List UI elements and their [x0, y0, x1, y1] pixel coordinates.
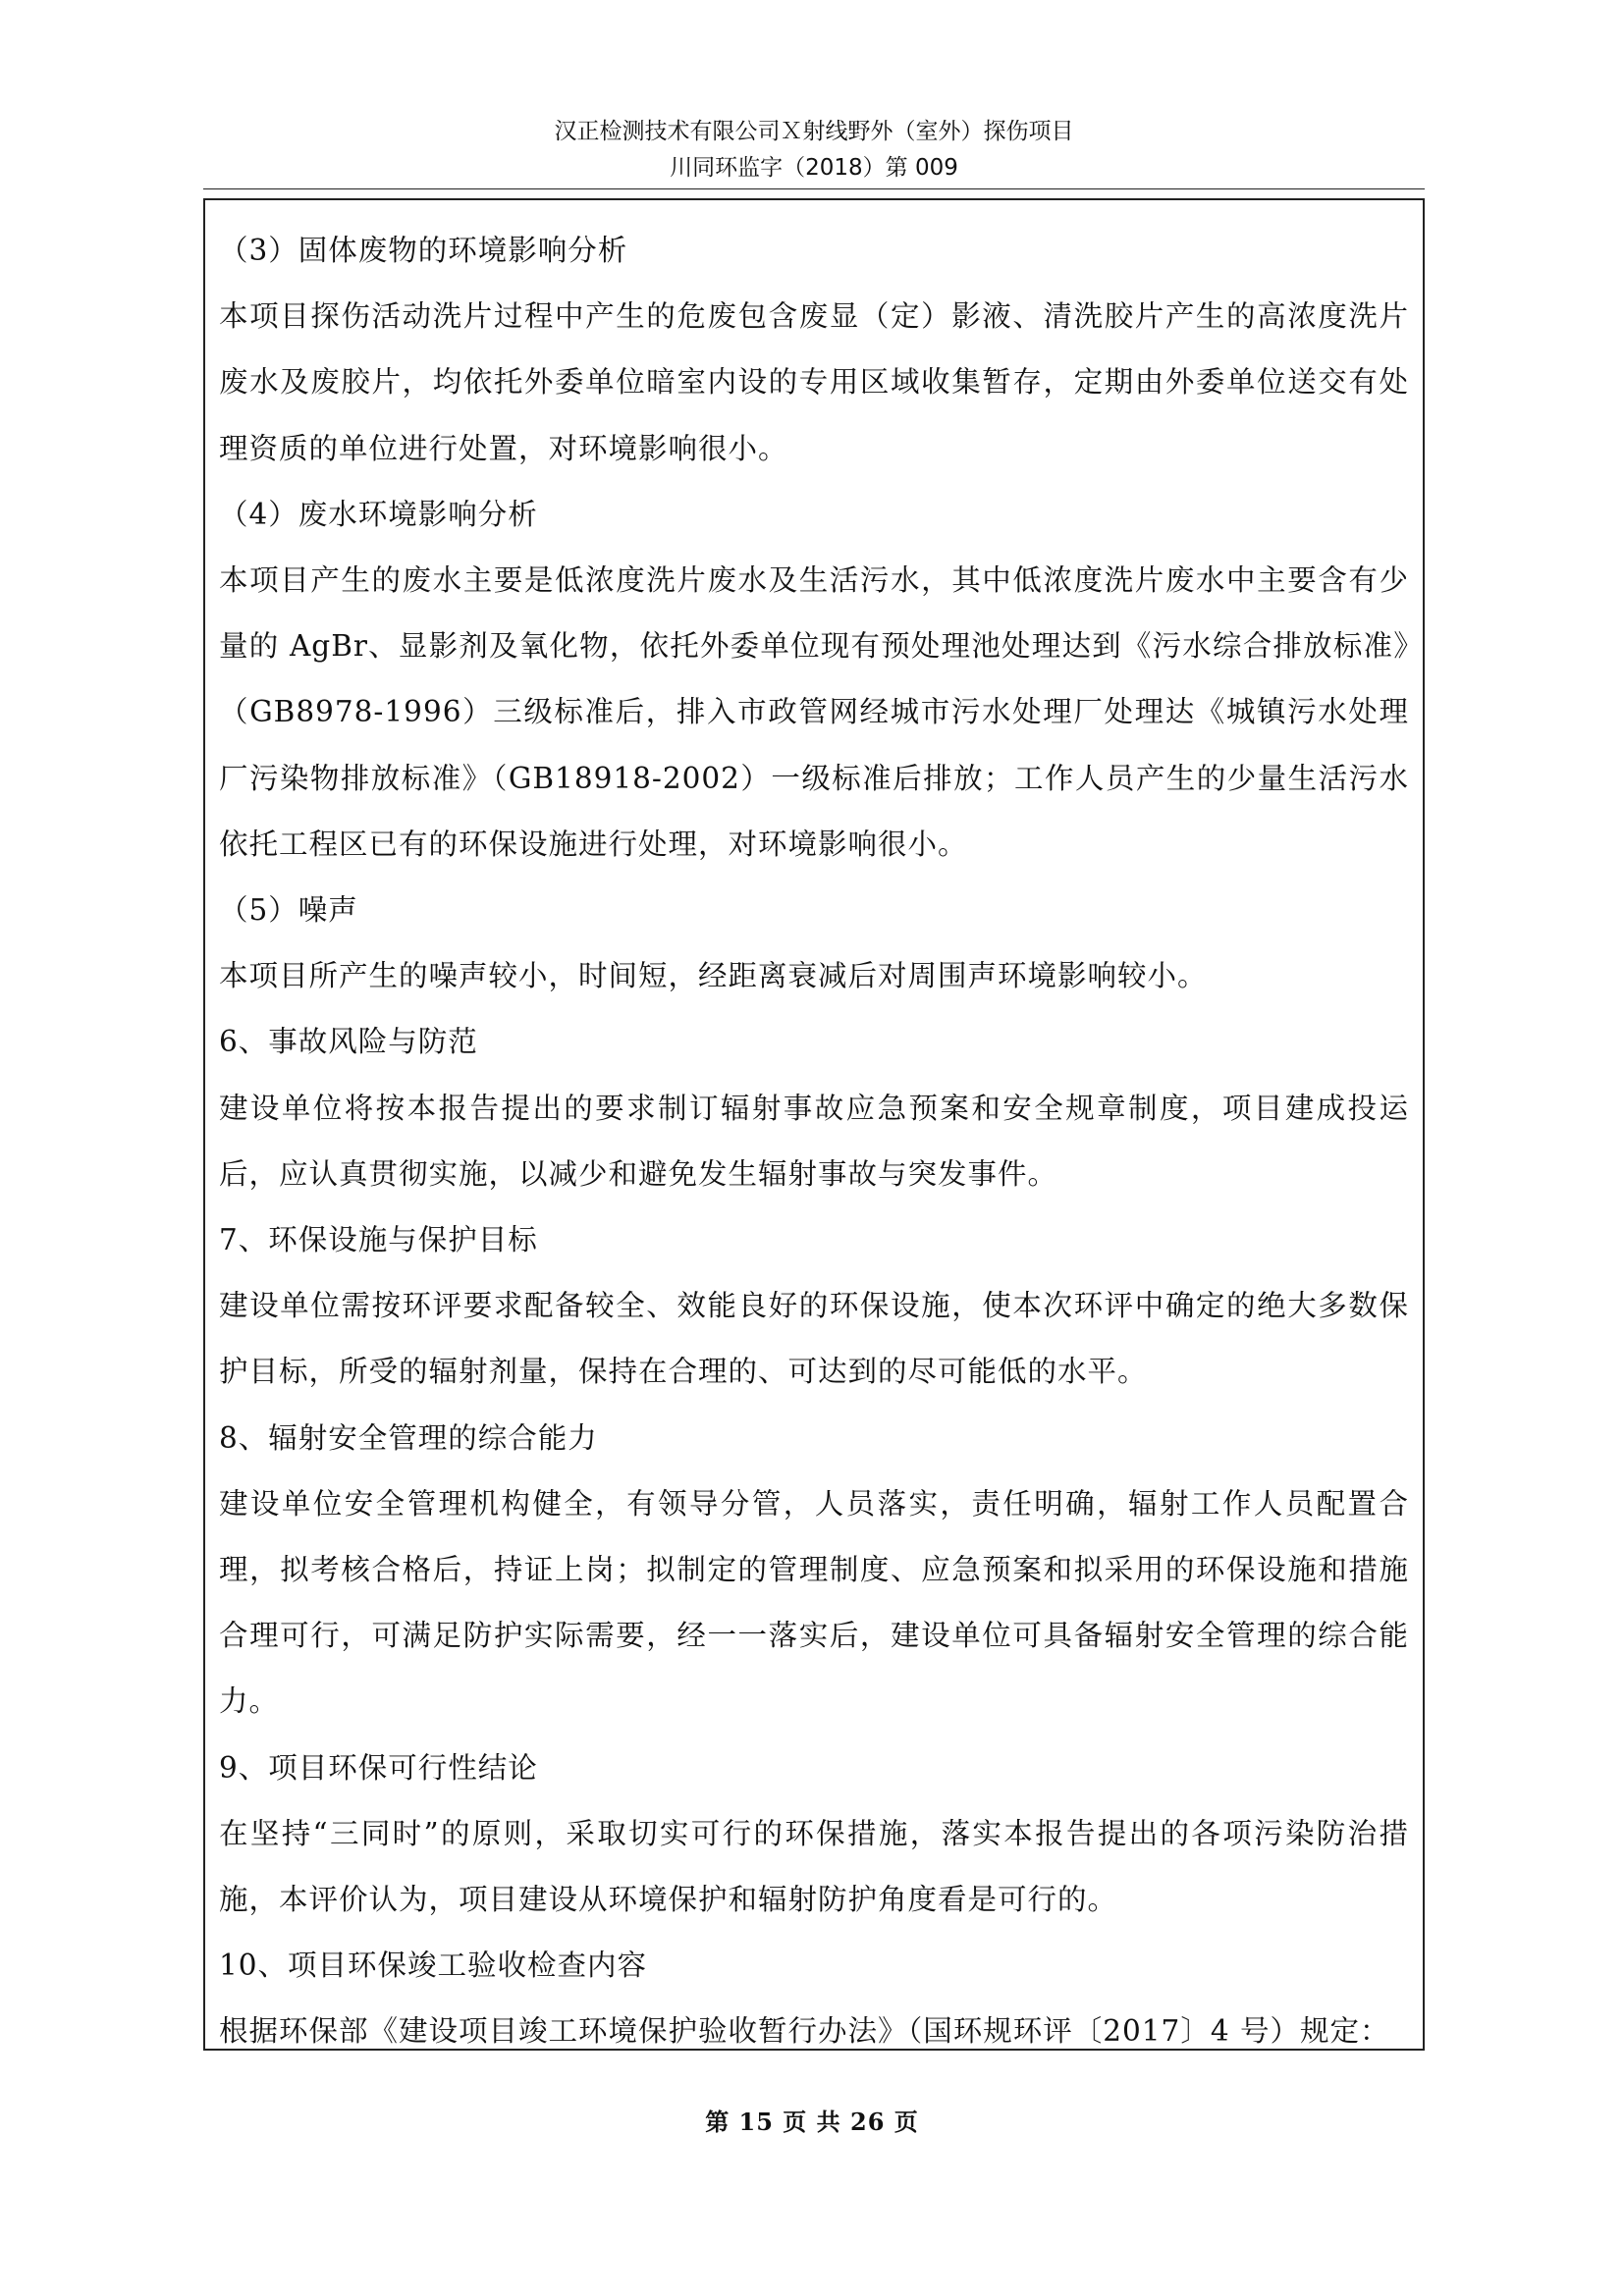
section-paragraph: 建设单位将按本报告提出的要求制订辐射事故应急预案和安全规章制度，项目建成投运后，应认真贯彻实施，以减少和避免发生辐射事故与突发事件。	[219, 1091, 1409, 1191]
header-project-title: 汉正检测技术有限公司Ｘ射线野外（室外）探伤项目	[554, 119, 1074, 144]
section-heading: 8、辐射安全管理的综合能力	[219, 1420, 598, 1455]
page-number: 第 15 页 共 26 页	[705, 2108, 919, 2136]
section-heading: 6、事故风险与防范	[219, 1025, 478, 1059]
section-heading: （4）废水环境影响分析	[219, 497, 538, 531]
header-divider	[203, 188, 1425, 189]
document-header	[203, 114, 1425, 187]
section-paragraph: 本项目探伤活动洗片过程中产生的危废包含废显（定）影液、清洗胶片产生的高浓度洗片废水及废胶片，均依托外委单位暗室内设的专用区域收集暂存，定期由外委单位送交有处理资质的单位进行处置，对环境影响很小。	[219, 299, 1409, 465]
content-frame	[203, 198, 1425, 2051]
section-heading: （5）噪声	[219, 893, 358, 928]
section-paragraph: 在坚持“三同时”的原则，采取切实可行的环保措施，落实本报告提出的各项污染防治措施，本评价认为，项目建设从环境保护和辐射防护角度看是可行的。	[219, 1816, 1409, 1917]
section-heading: 7、环保设施与保护目标	[219, 1223, 538, 1257]
section-paragraph: 建设单位需按环评要求配备较全、效能良好的环保设施，使本次环评中确定的绝大多数保护目标，所受的辐射剂量，保持在合理的、可达到的尽可能低的水平。	[219, 1289, 1409, 1389]
document-body	[219, 218, 1409, 2065]
section-paragraph: 本项目所产生的噪声较小，时间短，经距离衰减后对周围声环境影响较小。	[219, 959, 1208, 993]
section-paragraph: 本项目产生的废水主要是低浓度洗片废水及生活污水，其中低浓度洗片废水中主要含有少量的 AgBr、显影剂及氧化物，依托外委单位现有预处理池处理达到《污水综合排放标准》（GB8978-1996）三级标准后，排入市政管网经城市污水处理厂处理达《城镇污水处理厂污染物排放标准》（GB18918-2002）一级标准后排放；工作人员产生的少量生活污水依托工程区已有的环保设施进行处理，对环境影响很小。	[219, 563, 1409, 861]
section-paragraph: 建设单位安全管理机构健全，有领导分管，人员落实，责任明确，辐射工作人员配置合理，拟考核合格后，持证上岗；拟制定的管理制度、应急预案和拟采用的环保设施和措施合理可行，可满足防护实际需要，经一一落实后，建设单位可具备辐射安全管理的综合能力。	[219, 1486, 1409, 1719]
section-paragraph: 根据环保部《建设项目竣工环境保护验收暂行办法》（国环规环评〔2017〕4 号）规定：	[219, 2014, 1390, 2049]
header-document-number: 川同环监字（2018）第 009	[670, 155, 958, 181]
section-heading: （3）固体废物的环境影响分析	[219, 234, 628, 267]
section-heading: 9、项目环保可行性结论	[219, 1750, 538, 1785]
section-heading: 10、项目环保竣工验收检查内容	[219, 1949, 648, 1983]
